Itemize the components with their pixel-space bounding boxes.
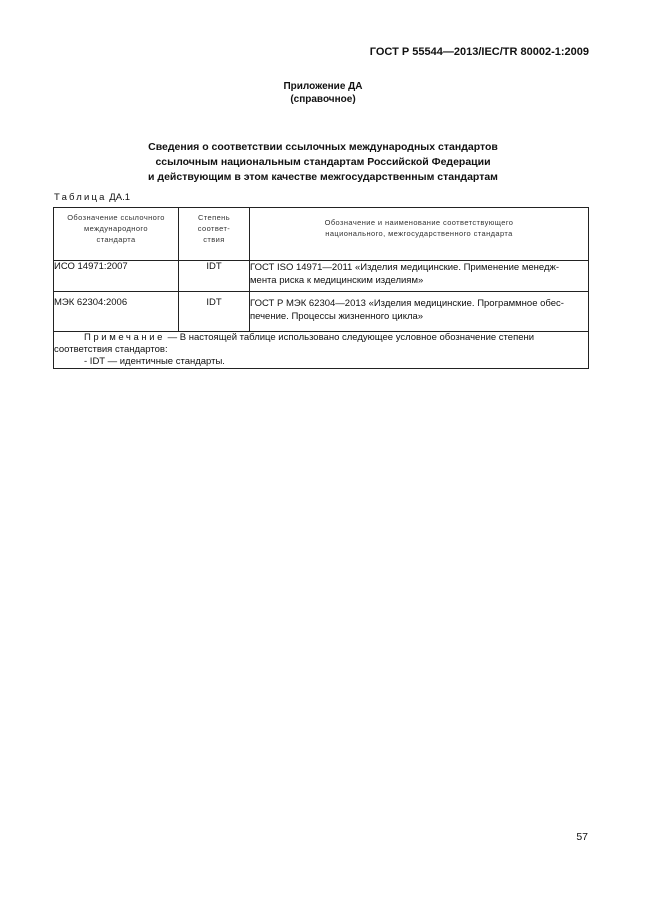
header-international-standard: [54, 208, 179, 261]
header-col1-line3: стандарта: [96, 235, 136, 244]
correspondence-table: [53, 207, 589, 369]
document-code: ГОСТ Р 55544—2013/IEC/TR 80002-1:2009: [369, 46, 589, 58]
note-label: Примечание: [84, 332, 165, 343]
header-col1-line2: международного: [84, 224, 148, 233]
table-caption: [54, 192, 130, 203]
table-note-row: [54, 332, 589, 369]
header-national-standard: [250, 208, 589, 261]
national-standard-line1: ГОСТ ISO 14971—2011 «Изделия медицинские. Применение менедж-: [250, 262, 560, 273]
annex-title: Приложение ДА: [283, 81, 363, 92]
national-standard-line2: мента риска к медицинским изделиям»: [250, 275, 424, 286]
annex-status: (справочное): [290, 94, 356, 105]
degree-cell: IDT: [179, 292, 250, 332]
title-line-2: ссылочным национальным стандартам Российской Федерации: [155, 156, 491, 168]
annex-heading: [0, 80, 646, 106]
header-col2-line3: ствия: [203, 235, 225, 244]
header-col3-line2: национального, межгосударственного стандарта: [325, 229, 513, 238]
national-standard-line1: ГОСТ Р МЭК 62304—2013 «Изделия медицинские. Программное обес-: [250, 298, 564, 309]
table-caption-number: ДА.1: [109, 192, 130, 203]
note-line-3: - IDT — идентичные стандарты.: [84, 356, 225, 367]
header-col2-line2: соответ-: [197, 224, 231, 233]
note-line-2: соответствия стандартов:: [54, 344, 168, 355]
page-number: 57: [576, 831, 588, 843]
note-text: — В настоящей таблице использовано следующее условное обозначение степени: [165, 332, 535, 343]
international-code-cell: МЭК 62304:2006: [54, 292, 179, 332]
degree-cell: IDT: [179, 261, 250, 292]
national-standard-cell: [250, 292, 589, 332]
title-line-3: и действующим в этом качестве межгосударственным стандартам: [148, 171, 498, 183]
header-col3-line1: Обозначение и наименование соответствующего: [324, 218, 514, 227]
header-degree: [179, 208, 250, 261]
national-standard-line2: печение. Процессы жизненного цикла»: [250, 311, 424, 322]
table-header-row: [54, 208, 589, 261]
header-col2-line1: Степень: [197, 213, 231, 222]
table-row: [54, 292, 589, 332]
table-caption-word: Таблица: [54, 192, 107, 203]
title-line-1: Сведения о соответствии ссылочных международных стандартов: [148, 141, 498, 153]
table-note: [54, 332, 589, 369]
international-code-cell: ИСО 14971:2007: [54, 261, 179, 292]
section-title: [0, 140, 646, 185]
national-standard-cell: [250, 261, 589, 292]
note-line-1: [54, 332, 588, 344]
header-col1-line1: Обозначение ссылочного: [67, 213, 165, 222]
table-row: [54, 261, 589, 292]
